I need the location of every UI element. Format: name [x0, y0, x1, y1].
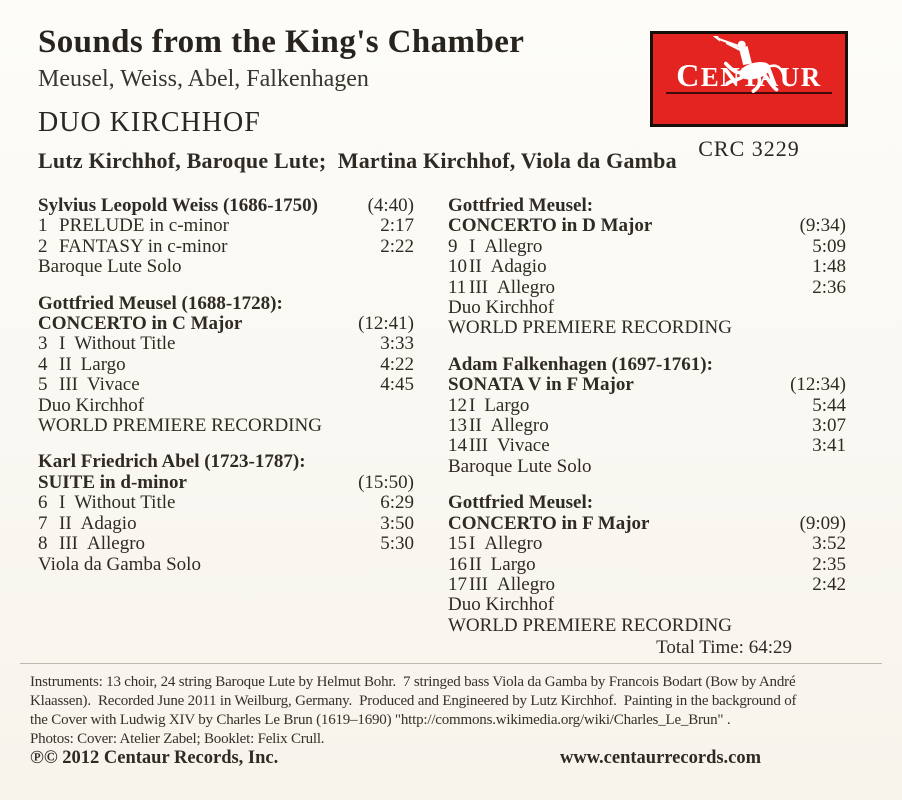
- movement-numeral: I: [469, 394, 476, 416]
- track-row: [38, 375, 414, 395]
- performer-note: Duo Kirchhof: [38, 394, 145, 416]
- composer-name: Adam Falkenhagen (1697-1761):: [448, 353, 713, 375]
- movement-numeral: I: [469, 235, 476, 257]
- track-duration: 2:42: [812, 573, 846, 595]
- track-label: [38, 216, 229, 236]
- total-time: Total Time: 64:29: [656, 637, 792, 658]
- track-label: [38, 514, 137, 534]
- movement-title: Allegro: [496, 276, 556, 298]
- performer-note: Duo Kirchhof: [448, 594, 555, 616]
- track-duration: 3:07: [812, 415, 846, 437]
- track-row: [448, 555, 846, 575]
- track-row: [448, 534, 846, 554]
- track-number: 11: [448, 276, 467, 298]
- catalog-number: CRC 3229: [698, 136, 800, 161]
- movement-numeral: III: [469, 573, 488, 595]
- movement-numeral: II: [469, 256, 482, 278]
- track-duration: 2:36: [812, 276, 846, 298]
- performer-note: Baroque Lute Solo: [448, 455, 592, 477]
- work-title-row: [448, 216, 846, 236]
- track-label: [448, 555, 536, 575]
- track-duration: 5:09: [812, 235, 846, 257]
- label-wordmark: CENTAUR: [676, 57, 822, 93]
- work-section: [38, 452, 414, 574]
- track-duration: 2:17: [380, 215, 414, 237]
- track-duration: 1:48: [812, 256, 846, 278]
- work-title: CONCERTO in C Major: [38, 313, 243, 335]
- work-duration: (12:34): [790, 374, 846, 396]
- movement-title: Adagio: [490, 256, 547, 278]
- movement-title: Allegro: [496, 573, 556, 595]
- movement-title: FANTASY in c-minor: [59, 235, 228, 257]
- track-duration: 3:52: [812, 533, 846, 555]
- artist-name: DUO KIRCHHOF: [38, 107, 261, 138]
- track-row: [448, 257, 846, 277]
- work-section: [448, 355, 846, 477]
- composer-row: [38, 452, 414, 472]
- track-listing: [38, 196, 846, 652]
- performer-note: WORLD PREMIERE RECORDING: [448, 614, 732, 636]
- work-title-row: [448, 514, 846, 534]
- movement-numeral: III: [469, 276, 488, 298]
- movement-title: Largo: [484, 394, 530, 416]
- composer-name: Sylvius Leopold Weiss (1686-1750): [38, 195, 318, 216]
- work-section: [38, 196, 414, 278]
- section-duration: (4:40): [367, 195, 414, 216]
- track-label: [448, 575, 555, 595]
- bottom-line: [30, 748, 872, 769]
- composer-name: Gottfried Meusel (1688-1728):: [38, 292, 283, 314]
- divider-rule: [20, 663, 882, 664]
- movement-title: Largo: [490, 553, 536, 575]
- composer-list: Meusel, Weiss, Abel, Falkenhagen: [38, 66, 369, 92]
- track-duration: 3:50: [380, 512, 414, 534]
- track-row: [38, 514, 414, 534]
- movement-title: Adagio: [80, 512, 137, 534]
- credit-line: Klaassen). Recorded June 2011 in Weilburg, Germany. Produced and Engineered by Lutz Kirchhof. Painting in the background of: [30, 693, 797, 709]
- track-label: [38, 237, 227, 257]
- track-number: 5: [38, 374, 48, 396]
- track-row: [448, 416, 846, 436]
- movement-numeral: II: [469, 415, 482, 437]
- track-number: 17: [448, 573, 467, 595]
- track-row: [448, 575, 846, 595]
- work-title-row: [448, 375, 846, 395]
- composer-row: [448, 196, 846, 216]
- movement-title: Without Title: [74, 333, 176, 355]
- track-duration: 4:45: [380, 374, 414, 396]
- work-title: CONCERTO in F Major: [448, 512, 650, 534]
- track-row: [448, 436, 846, 456]
- track-duration: 5:30: [380, 533, 414, 555]
- work-duration: (9:09): [799, 512, 846, 534]
- track-row: [448, 237, 846, 257]
- credit-line: Photos: Cover: Atelier Zabel; Booklet: Felix Crull.: [30, 731, 325, 747]
- performer-note: Baroque Lute Solo: [38, 256, 182, 278]
- movement-numeral: III: [59, 533, 78, 555]
- album-header: [38, 24, 677, 174]
- work-title: CONCERTO in D Major: [448, 215, 653, 237]
- movement-title: Without Title: [74, 492, 176, 514]
- work-title-row: [38, 314, 414, 334]
- album-title: Sounds from the King's Chamber: [38, 24, 525, 60]
- track-number: 16: [448, 553, 467, 575]
- work-title-row: [38, 473, 414, 493]
- credit-line: the Cover with Ludwig XIV by Charles Le Brun (1619–1690) "http://commons.wikimedia.org/wiki/Charles_Le_Brun" .: [30, 712, 731, 728]
- performer-note: Duo Kirchhof: [448, 297, 555, 319]
- track-number: 9: [448, 235, 458, 257]
- track-duration: 6:29: [380, 492, 414, 514]
- track-number: 8: [38, 533, 48, 555]
- track-number: 13: [448, 415, 467, 437]
- credit-line: Instruments: 13 choir, 24 string Baroque Lute by Helmut Bohr. 7 stringed bass Viola da Gamba by Francois Bodart (Bow by André: [30, 674, 796, 690]
- work-title: SONATA V in F Major: [448, 374, 634, 396]
- composer-row: [448, 355, 846, 375]
- track-label: [38, 375, 140, 395]
- movement-title: Allegro: [484, 533, 543, 555]
- work-section: [448, 493, 846, 636]
- track-duration: 4:22: [380, 353, 414, 375]
- track-number: 7: [38, 512, 48, 534]
- work-section: [448, 196, 846, 339]
- composer-row: [38, 294, 414, 314]
- work-duration: (12:41): [358, 313, 414, 335]
- movement-title: Vivace: [86, 374, 140, 396]
- track-duration: 2:22: [380, 235, 414, 257]
- track-row: [448, 396, 846, 416]
- track-label: [38, 493, 175, 513]
- track-number: 6: [38, 492, 48, 514]
- track-label: [448, 257, 547, 277]
- movement-title: Vivace: [496, 435, 550, 457]
- composer-name: Karl Friedrich Abel (1723-1787):: [38, 451, 306, 473]
- track-label: [448, 416, 549, 436]
- composer-row: [448, 493, 846, 513]
- movement-numeral: II: [469, 553, 482, 575]
- work-section: [38, 294, 414, 437]
- performer-note: Viola da Gamba Solo: [38, 553, 201, 575]
- movement-numeral: III: [469, 435, 488, 457]
- track-duration: 3:41: [812, 435, 846, 457]
- movement-title: Largo: [80, 353, 126, 375]
- movement-title: PRELUDE in c-minor: [59, 215, 229, 237]
- track-row: [38, 237, 414, 257]
- track-number: 2: [38, 235, 48, 257]
- track-label: [448, 436, 550, 456]
- movement-title: Allegro: [484, 235, 543, 257]
- website-url: www.centaurrecords.com: [560, 748, 762, 768]
- track-number: 15: [448, 533, 467, 555]
- track-duration: 3:33: [380, 333, 414, 355]
- track-label: [38, 334, 175, 354]
- track-label: [38, 355, 126, 375]
- copyright-line: ℗© 2012 Centaur Records, Inc.: [30, 748, 279, 768]
- track-label: [448, 237, 542, 257]
- composer-name: Gottfried Meusel:: [448, 195, 594, 216]
- track-column-right: [448, 196, 846, 652]
- track-label: [448, 278, 555, 298]
- track-label: [448, 396, 529, 416]
- movement-numeral: III: [59, 374, 78, 396]
- movement-title: Allegro: [490, 415, 549, 437]
- track-label: [38, 534, 145, 554]
- track-number: 12: [448, 394, 467, 416]
- work-duration: (15:50): [358, 471, 414, 493]
- track-label: [448, 534, 542, 554]
- performer-note: WORLD PREMIERE RECORDING: [448, 317, 732, 339]
- track-number: 14: [448, 435, 467, 457]
- record-label-block: [650, 31, 848, 162]
- performer-note: WORLD PREMIERE RECORDING: [38, 415, 322, 437]
- centaur-logo: [650, 31, 848, 127]
- track-row: [38, 334, 414, 354]
- track-number: 10: [448, 256, 467, 278]
- movement-title: Allegro: [86, 533, 146, 555]
- work-duration: (9:34): [799, 215, 846, 237]
- track-row: [38, 355, 414, 375]
- movement-numeral: II: [59, 353, 72, 375]
- track-number: 4: [38, 353, 48, 375]
- movement-numeral: I: [469, 533, 476, 555]
- track-duration: 5:44: [812, 394, 846, 416]
- performers-line: Lutz Kirchhof, Baroque Lute; Martina Kirchhof, Viola da Gamba: [38, 148, 677, 173]
- composer-row: [38, 196, 414, 216]
- movement-numeral: I: [59, 492, 66, 514]
- track-row: [448, 278, 846, 298]
- track-number: 3: [38, 333, 48, 355]
- credits-paragraph: [30, 673, 878, 749]
- track-row: [38, 216, 414, 236]
- work-title: SUITE in d-minor: [38, 471, 187, 493]
- movement-numeral: II: [59, 512, 72, 534]
- composer-name: Gottfried Meusel:: [448, 492, 594, 514]
- track-column-left: [38, 196, 414, 652]
- track-number: 1: [38, 215, 48, 237]
- movement-numeral: I: [59, 333, 66, 355]
- track-duration: 2:35: [812, 553, 846, 575]
- track-row: [38, 534, 414, 554]
- track-row: [38, 493, 414, 513]
